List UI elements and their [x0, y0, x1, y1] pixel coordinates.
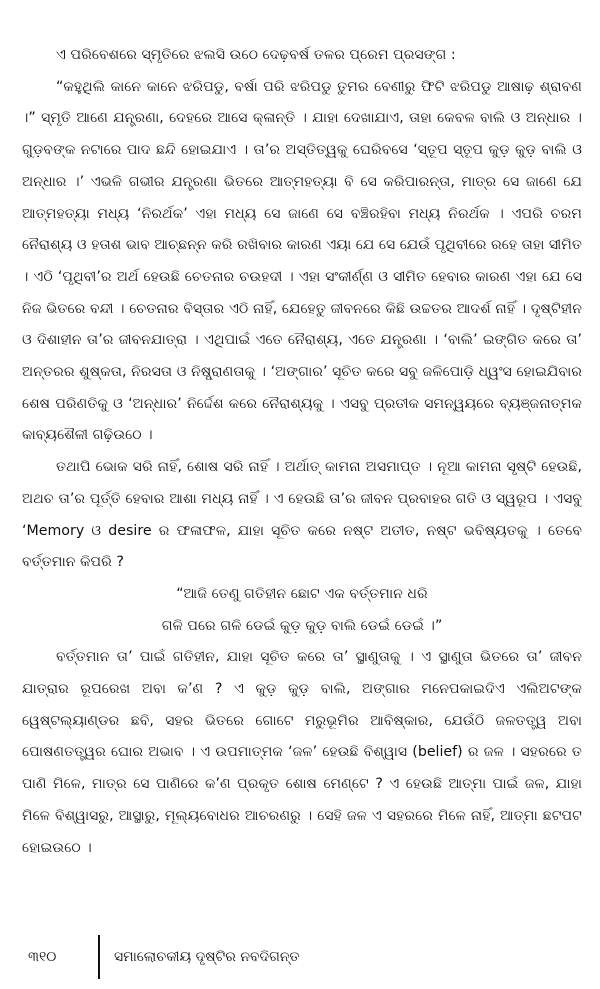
closing-text: ବର୍ତ୍ତମାନ ତା’ ପାଇଁ ଗତିହୀନ, ଯାହା ସୂଚିତ କରେ ତା’ ସ୍ଥାଣୁତାକୁ । ଏ ସ୍ଥାଣୁତା ଭିତରେ ତା’ ଜୀବନ ଯାତ୍ରାର ରୂପରେଖ ଅବା କ’ଣ ? ଏ କୁଡ଼ କୁଡ଼ ବାଲି, ଅଙ୍ଗାର ମନେପକାଇଦିଏ ଏଲିଅଟଙ୍କ ୱେଷ୍ଟଲ୍ୟାଣ୍ଡର ଛବି, ସହର ଭିତରେ ଗୋଟେ ମରୁଭୂମିର ଆବିଷ୍କାର, ଯେଉଁଠି ଜଳତତ୍ତ୍ୱ ଅବା ପୋଷଣତତ୍ତ୍ୱର ଘୋର ଅଭାବ । ଏ ଉପମାତ୍ମକ ‘ଜଳ’ ହେଉଛି ବିଶ୍ୱାସ (belief) ର ଜଳ । ସହରରେ ତ ପାଣି ମିଳେ, ମାତ୍ର ସେ ପାଣିରେ କ’ଣ ପ୍ରକୃତ ଶୋଷ ମେଣ୍ଟେ ? ଏ ହେଉଛି ଆତ୍ମା ପାଇଁ ଜଳ, ଯାହା ମିଳେ ବିଶ୍ୱାସରୁ, ଆସ୍ଥାରୁ, ମୂଲ୍ୟବୋଧର ଆଚରଣରୁ । ସେହି ଜଳ ଏ ସହରରେ ମିଳେ ନାହିଁ, ଆତ୍ମା ଛଟପଟ ହୋଇଉଠେ । [22, 649, 582, 856]
footer-divider [98, 935, 100, 979]
body-paragraph [22, 452, 582, 579]
body-text: “କହୁଥିଲି କାନେ କାନେ ଝରିପଡୁ, ବର୍ଷା ପରି ଝରିପଡୁ ତୁମର ବେଣୀରୁ ଫିଟି ଝରିପଡୁ ଆଷାଢ଼ ଶ୍ରାବଣ ।” ସ୍ମୃତି ଆଣେ ଯନ୍ତ୍ରଣା, ଦେହରେ ଆସେ କ୍ଳାନ୍ତି । ଯାହା ଦେଖାଯାଏ, ତାହା କେବଳ ବାଲି ଓ ଅନ୍ଧାର । ଗୁଡ଼ବଙ୍କ ନଟାରେ ପାଦ ଛନ୍ଦି ହୋଇଯାଏ । ତା’ର ଅସ୍ତିତ୍ୱକୁ ଘେରିବସେ ‘ସ୍ତୂପ ସ୍ତୂପ କୁଡ଼ କୁଡ଼ ବାଲି ଓ ଅନ୍ଧାର ।’ ଏଭଳି ଗଭୀର ଯନ୍ତ୍ରଣା ଭିତରେ ଆତ୍ମହତ୍ୟା ବି ସେ କରିପାରନ୍ତା, ମାତ୍ର ସେ ଜାଣେ ଯେ ଆତ୍ମହତ୍ୟା ମଧ୍ୟ ‘ନିରର୍ଥକ’ ଏହା ମଧ୍ୟ ସେ ଜାଣେ ସେ ବଞ୍ଚିରହିବା ମଧ୍ୟ ନିରର୍ଥକ । ଏପରି ଚରମ ନୈରାଶ୍ୟ ଓ ହତାଶ ଭାବ ଆଚ୍ଛନ୍ନ କରି ରଖିବାର କାରଣ ଏୟା ଯେ ସେ ଯେଉଁ ପୃଥିବୀରେ ରହେ ତାହା ସୀମିତ । ଏଠି ‘ପୃଥିବୀ’ର ଅର୍ଥ ହେଉଛି ଚେତନାର ଚଉହଦୀ । ଏହା ସଂକୀର୍ଣ୍ଣ ଓ ସୀମିତ ହେବାର କାରଣ ଏହା ଯେ ସେ ନିଜ ଭିତରେ ବନ୍ଦୀ । ଚେତନାର ବିସ୍ତାର ଏଠି ନାହିଁ, ଯେହେତୁ ଜୀବନରେ କିଛି ଉଚ୍ଚତର ଆଦର୍ଶ ନାହିଁ । ଦୃଷ୍ଟିହୀନ ଓ ଦିଶାହୀନ ତା’ର ଜୀବନଯାତ୍ରା । ଏଥିପାଇଁ ଏତେ ନୈରାଶ୍ୟ, ଏତେ ଯନ୍ତ୍ରଣା । ‘ବାଲି’ ଇଙ୍ଗିତ କରେ ତା’ ଅନ୍ତରର ଶୁଷ୍କତା, ନିରସତା ଓ ନିଷ୍ପ୍ରାଣତାକୁ । ‘ଅଙ୍ଗାର’ ସୂଚିତ କରେ ସବୁ ଜଳିପୋଡ଼ି ଧ୍ୱଂସ ହୋଇଯିବାର ଶେଷ ପରିଣତିକୁ ଓ ‘ଅନ୍ଧାର’ ନିର୍ଦ୍ଦେଶ କରେ ନୈରାଶ୍ୟକୁ । ଏସବୁ ପ୍ରତୀକ ସମନ୍ୱୟରେ ବ୍ୟଞ୍ଜନାତ୍ମକ କାବ୍ୟଶୈଳୀ ଗଢ଼ିଉଠେ । [22, 78, 582, 444]
page-number: ୩୧୦ [28, 949, 57, 965]
quote-line: “ଆଜି ତେଣୁ ଗତିହୀନ ଛୋଟ ଏକ ବର୍ତ୍ତମାନ ଧରି [176, 585, 428, 602]
quote-line: ଗଳି ପରେ ଗଳି ଡେଇଁ କୁଡ଼ କୁଡ଼ ବାଲି ଡେଇଁ ଡେଇଁ ।” [161, 617, 443, 634]
page-footer [28, 932, 580, 982]
page-body [22, 40, 582, 864]
body-paragraph [22, 72, 582, 452]
closing-paragraph [22, 642, 582, 864]
intro-paragraph [22, 40, 582, 72]
body-text: ତଥାପି ଭୋକ ସରି ନାହିଁ, ଶୋଷ ସରି ନାହିଁ । ଅର୍ଥାତ୍ କାମନା ଅସମାପ୍ତ । ନୂଆ କାମନା ସୃଷ୍ଟି ହେଉଛି, ଅଥଚ ତା’ର ପୂର୍ତ୍ତି ହେବାର ଆଶା ମଧ୍ୟ ନାହିଁ । ଏ ହେଉଛି ତା’ର ଜୀବନ ପ୍ରବାହର ଗତି ଓ ସ୍ୱରୂପ । ଏସବୁ ‘Memory ଓ desire ର ଫଳାଫଳ, ଯାହା ସୂଚିତ କରେ ନଷ୍ଟ ଅତୀତ, ନଷ୍ଟ ଭବିଷ୍ୟତକୁ । ତେବେ ବର୍ତ୍ତମାନ କିପରି ? [22, 459, 582, 571]
intro-text: ଏ ପରିବେଶରେ ସ୍ମୃତିରେ ଝଲସି ଉଠେ ଦେଢ଼ବର୍ଷ ତଳର ପ୍ରେମ ପ୍ରସଙ୍ଗ : [56, 47, 456, 63]
running-head: ସମାଲୋଚକୀୟ ଦୃଷ୍ଟିର ନବଦିଗନ୍ତ [114, 949, 300, 965]
